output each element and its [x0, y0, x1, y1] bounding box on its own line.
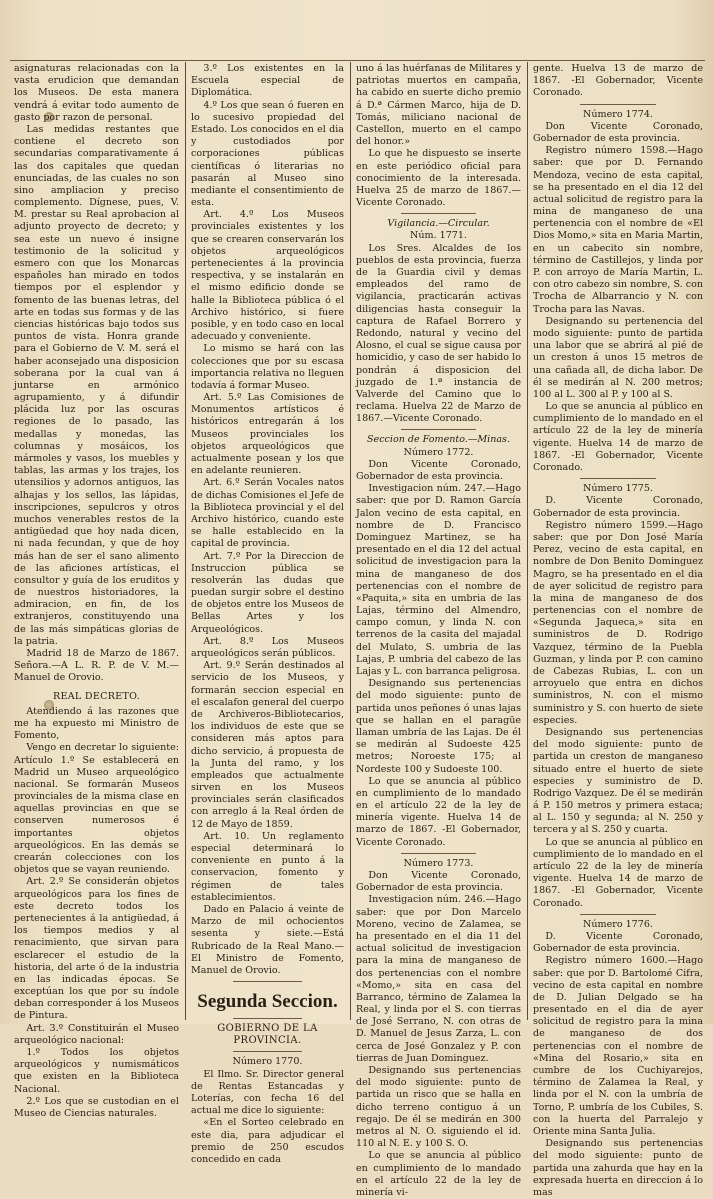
section-title: Segunda Seccion.: [197, 991, 338, 1013]
divider: [233, 1051, 302, 1052]
paragraph: Don Vicente Coronado, Gobernador de esta provincia.: [356, 870, 521, 894]
signature-line: Madrid 18 de Marzo de 1867. Señora.—A L. R. P. de V. M.— Manuel de Orovio.: [14, 648, 179, 684]
column-rule: [350, 62, 351, 1020]
paragraph: Art. 9.º Serán destinados al servicio de los Museos, y formarán seccion especial en el escalafon general del cuerpo de Archiveros-Bibliotecarios, los individuos de este que se consideren más aptos para dicho servicio, á propuesta de la Junta del ramo, y los empleados que actualmente sirven en los Museos provinciales serán clasificados con arreglo á la Real órden de 12 de Mayo de 1859.: [191, 660, 344, 830]
paragraph: 3.º Los existentes en la Escuela especial de Diplomática.: [191, 63, 344, 99]
paragraph: Investigacion núm. 247.—Hago saber: que por D. Ramon García Jalon vecino de esta capital, en nombre de D. Francisco Dominguez Martinez, se ha presentado en el dia 12 del actual solicitud de investigacion para la mina de manganeso de dos pertenencias con el nombre de «Paquita,» sita en umbria de las Lajas, término del Almendro, campo comun, y linda N. con terrenos de la casita del majadal del Mulato, S. umbria de las Lajas, P. umbria del cabezo de las Lajas y L. con barranca peligrosa.: [356, 483, 521, 677]
paragraph: Los Sres. Alcaldes de los pueblos de esta provincia, fuerza de la Guardia civil y demas empleados del ramo de vigilancia, practicarán activas diligencias hasta conseguir la captura de Rafael Borrero y Redondo, natural y vecino del Alosno, el cual se sigue causa por homicidio, y caso de ser habido lo pondrán á disposicion del juzgado de 1.ª instancia de Valverde del Camino que lo reclama. Huelva 22 de Marzo de 1867.—Vicente Coronado.: [356, 242, 521, 425]
paragraph: Atendiendo á las razones que me ha expuesto mi Ministro de Fomento,: [14, 705, 179, 742]
notice-number: Número 1773.: [403, 857, 474, 869]
paragraph: Designando sus pertenencias del modo siguiente: punto de partida una zahurda que hay en la expresada huerta en direccion á lo mas: [533, 1138, 703, 1198]
column-rule: [527, 62, 528, 1020]
paragraph: Don Vicente Coronado, Gobernador de esta provincia.: [356, 458, 521, 482]
divider: [580, 914, 657, 915]
section-heading: REAL DECRETO.: [52, 690, 141, 702]
paragraph: Don Vicente Coronado, Gobernador de esta provincia.: [533, 120, 703, 144]
paragraph: El Ilmo. Sr. Director general de Rentas Estancadas y Loterías, con fecha 16 del actual me dice lo siguiente:: [191, 1068, 344, 1117]
paragraph: Lo que se anuncia al público en cumplimiento de lo mandado en el artículo 22 de la ley de minería vigente. Huelva 14 de marzo de 1867. -El Gobernador, Vicente Coronado.: [533, 401, 703, 473]
column-rule: [185, 62, 186, 1020]
divider: [580, 104, 657, 105]
paragraph: Lo que he dispuesto se inserte en este periódico oficial para conocimiento de la interesada. Huelva 25 de marzo de 1867.—Vicente Coronado.: [356, 148, 521, 209]
paragraph: Vengo en decretar lo siguiente: Artículo 1.º Se establecerá en Madrid un Museo arqueológico nacional. Se formarán Museos provinciales de la misma clase en aquellas provincias en que se conserven numerosos é importantes objetos arqueológicos. En las demás se crearán colecciones con los objetos que se vayan reuniendo.: [14, 742, 179, 876]
paragraph: Designando sus pertenencias del modo siguiente: punto de partida un creston de manganeso situado entre el huerto de siete especies y suministro de D. Rodrigo Vazquez. De él se medirán á P. 150 metros y primera estaca; al L. 150 y segunda; al N. 250 y tercera y al S. 250 y cuarta.: [533, 726, 703, 836]
paragraph: Lo que se anuncia al público en cumplimiento de lo mandado en el artículo 22 de la ley de minería vigente. Huelva 14 de marzo de 1867. -El Gobernador, Vicente Coronado.: [356, 775, 521, 848]
notice-number: Número 1772.: [403, 446, 474, 458]
paragraph: Lo que se anuncia al público en cumplimiento de lo mandado en el artículo 22 de la ley de minería vigente. Huelva 14 de marzo de 1867. -El Gobernador, Vicente Coronado.: [533, 836, 703, 909]
notice-number: Número 1775.: [583, 483, 653, 495]
divider: [233, 1018, 302, 1019]
paragraph: Art. 5.º Las Comisiones de Monumentos artísticos é históricos entregarán á los Museos provinciales los objetos arqueológicos que actualmente posean y los que en adelante reunieren.: [191, 392, 344, 477]
paragraph: Art. 2.º Se considerán objetos arqueológicos para los fines de este decreto todos los pertenecientes á la antigüedad, á los tiempos medios y al renacimiento, que sirvan para esclarecer el estudio de la historia, del arte ó de la industria en las indicadas épocas. Se exceptúan los que por su índole deban corresponder á los Museos de Pintura.: [14, 876, 179, 1022]
paragraph: 4.º Los que sean ó fueren en lo sucesivo propiedad del Estado. Los conocidos en el dia y custodiados por corporaciones públicas científicas ó literarias no pasarán al Museo sino mediante el consentimiento de esta.: [191, 99, 344, 209]
paragraph: uno á las huérfanas de Militares y patriotas muertos en campaña, ha cabido en suerte dicho premio á D.ª Cármen Marco, hija de D. Tomás, miliciano nacional de Castellon, muerto en el campo del honor.»: [356, 63, 521, 148]
top-rule: [10, 60, 705, 61]
section-subtitle: GOBIERNO DE LA PROVINCIA.: [217, 1023, 318, 1047]
paragraph: asignaturas relacionadas con la vasta erudicion que demandan los Museos. De esta manera vendrá á evitar todo aumento de gasto por razon de personal.: [14, 63, 179, 123]
column-3: [356, 63, 521, 1198]
section-heading: Vigilancia.—Circular.: [387, 218, 490, 230]
paragraph: Registro número 1599.—Hago saber: que por Don José María Perez, vecino de esta capital, en nombre de Don Benito Dominguez Magro, se ha presentado en el dia de ayer solicitud de registro para la mina de manganeso de dos pertenencias con el nombre de «Segunda Jaqueca,» sita en suministros de D. Rodrigo Vazquez, término de la Puebla Guzman, y linda por P. con camino de Cabezas Rubias, L. con un arroyuelo que entra en dichos suministros, N. con el mismo suministro y S. con huerto de siete especies.: [533, 519, 703, 726]
paragraph: Art. 6.º Serán Vocales natos de dichas Comisiones el Jefe de la Biblioteca provincial y el del Archivo histórico, cuando este se halle establecido en la capital de provincia.: [191, 477, 344, 550]
paragraph: Lo que se anuncia al público en cumplimiento de lo mandado en el artículo 22 de la ley de minería vi-: [356, 1150, 521, 1198]
column-1: [14, 63, 179, 1119]
paragraph: Designando sus pertenencias del modo siguiente: punto de partida unos peñones ó unas lajas que se hallan en el paragüe llaman umbría de las Lajas. De él se medirán al Sudoeste 425 metros; Noroeste 175; al Nordeste 100 y Sudoeste 100.: [356, 678, 521, 775]
divider: [580, 478, 657, 479]
paragraph: Dado en Palacio á veinte de Marzo de mil ochocientos sesenta y siete.—Está Rubricado de la Real Mano.—El Ministro de Fomento, Manuel de Orovio.: [191, 903, 344, 976]
paragraph: «En el Sorteo celebrado en este dia, para adjudicar el premio de 250 escudos concedido en cada: [191, 1117, 344, 1165]
paragraph: Art. 3.º Constituirán el Museo arqueológico nacional:: [14, 1022, 179, 1046]
divider: [401, 213, 475, 214]
paragraph: Designando sus pertenencias del modo siguiente: punto de partida un risco que se halla en dicho terreno contiguo á un regajo. De él se medirán en 300 metros al N. O. siguiendo el id. 110 al N. E. y 100 S. O.: [356, 1065, 521, 1150]
paragraph: 1.º Todos los objetos arqueológicos y numismáticos que existen en la Biblioteca Nacional.: [14, 1047, 179, 1095]
paragraph: Lo mismo se hará con las colecciones que por su escasa importancia relativa no lleguen todavía á formar Museo.: [191, 343, 344, 391]
notice-number: Número 1774.: [583, 108, 653, 120]
divider: [233, 981, 302, 982]
paragraph: 2.º Los que se custodian en el Museo de Ciencias naturales.: [14, 1095, 179, 1119]
paragraph: Art. 4.º Los Museos provinciales existentes y los que se crearen conservarán los objetos arqueológicos pertenecientes á la provincia respectiva, y se instalarán en el mismo edificio donde se halle la Biblioteca pública ó el Archivo histórico, si fuere posible, y en todo caso en local adecuado y conveniente.: [191, 209, 344, 343]
column-2: [191, 63, 344, 1165]
column-4: [533, 63, 703, 1198]
divider: [401, 429, 475, 430]
divider: [401, 853, 475, 854]
notice-number: Núm. 1771.: [410, 230, 467, 242]
notice-number: Número 1770.: [232, 1056, 303, 1068]
paragraph: D. Vicente Coronado, Gobernador de esta provincia.: [533, 930, 703, 955]
paragraph: Registro número 1598.—Hago saber: que por D. Fernando Mendoza, vecino de esta capital, se ha presentado en el dia 12 del actual solicitud de registro para la mina de manganeso de una pertenencia con el nombre de «El Dios Momo,» sita en Maria Martin, en un cabecito sin nombre, término de Castillejos, y linda por P. con arroyo de María Martin, L. con otro cabezo sin nombre, S. con Trocha de Albarrancio y N. con Trocha para las Navas.: [533, 145, 703, 315]
notice-number: Número 1776.: [583, 918, 653, 930]
paragraph: Registro número 1600.—Hago saber: que por D. Bartolomé Cifra, vecino de esta capital en nombre de D. Julian Delgado se ha presentado en el dia de ayer solicitud de registro para la mina de manganeso de dos pertenencias con el nombre de «Mina del Rosario,» sita en cumbre de los Cuchiyarejos, término de Zalamea la Real, y linda por el N. con la umbría de Torno, P. umbría de los Cubiles, S. con la huerta del Parralejo y Oriente mina Santa Julia.: [533, 955, 703, 1137]
paragraph: Las medidas restantes que contiene el decreto son secundarias comparativamente á las dos capitales que quedan enunciadas, de las cuales no son sino ampliacion y preciso complemento. Dígnese, pues, V. M. prestar su Real aprobacion al adjunto proyecto de decreto; y sea este un nuevo é insigne testimonio de la solicitud y esmero con que los Monarcas españoles han mirado en todos tiempos por el esplendor y fomento de las buenas letras, del arte en todas sus formas y de las ciencias históricas bajo todos sus puntos de vista. Honra grande para el Gobierno de V. M. será el haber aconsejado una disposicion soberana por la cual van á juntarse en armónico agrupamiento, y á difundir plácida luz por las oscuras regiones de lo pasado, las medallas y monedas, las columnas y mosáicos, los mármoles y vasos, los muebles y tablas, las armas y los trajes, los utensilios y adornos antiguos, las alhajas y los sellos, las lápidas, inscripciones, sepulcros y otros muchos venerables restos de la antigüedad que hoy nada dicen, ni nada fecundan, y que de hoy más han de ser el sano alimento de las aficiones artísticas, el consultor y guía de los eruditos y de nuestros historiadores, la admiracion, en fin, de los extranjeros, constituyendo una de las más simpáticas glorias de la patria.: [14, 123, 179, 647]
paragraph: Designando su pertenencia del modo siguiente: punto de partida una labor que se abrirá al pié de un creston á unos 15 metros de una cañada all, de dicha labor. De él se medirán al N. 200 metros; 100 al L. 300 al P. y 100 al S.: [533, 315, 703, 400]
paragraph: gente. Huelva 13 de marzo de 1867. -El Gobernador, Vicente Coronado.: [533, 63, 703, 99]
paragraph: Art. 8.º Los Museos arqueológicos serán públicos.: [191, 635, 344, 659]
paragraph: D. Vicente Coronado, Gobernador de esta provincia.: [533, 495, 703, 519]
paragraph: Art. 10. Un reglamento especial determinará lo conveniente en punto á la conservacion, fomento y régimen de tales establecimientos.: [191, 830, 344, 903]
section-heading: Seccion de Fomento.—Minas.: [367, 434, 510, 446]
paragraph: Art. 7.º Por la Direccion de Instruccion pública se resolverán las dudas que puedan surgir sobre el destino de objetos entre los Museos de Bellas Artes y los Arqueológicos.: [191, 550, 344, 635]
paragraph: Investigacion núm. 246.—Hago saber: que por Don Marcelo Moreno, vecino de Zalamea, se ha presentado en el dia 11 del actual solicitud de investigacion para la mina de manganeso de dos pertenencias con el nombre «Momo,» sita en casa del Barranco, término de Zalamea la Real, y linda por el S. con tierras de José Serrano, N. con otras de D. Manuel de Jesus Zarza, L. con cerca de José Gonzalez y P. con tierras de Juan Dominguez.: [356, 894, 521, 1064]
